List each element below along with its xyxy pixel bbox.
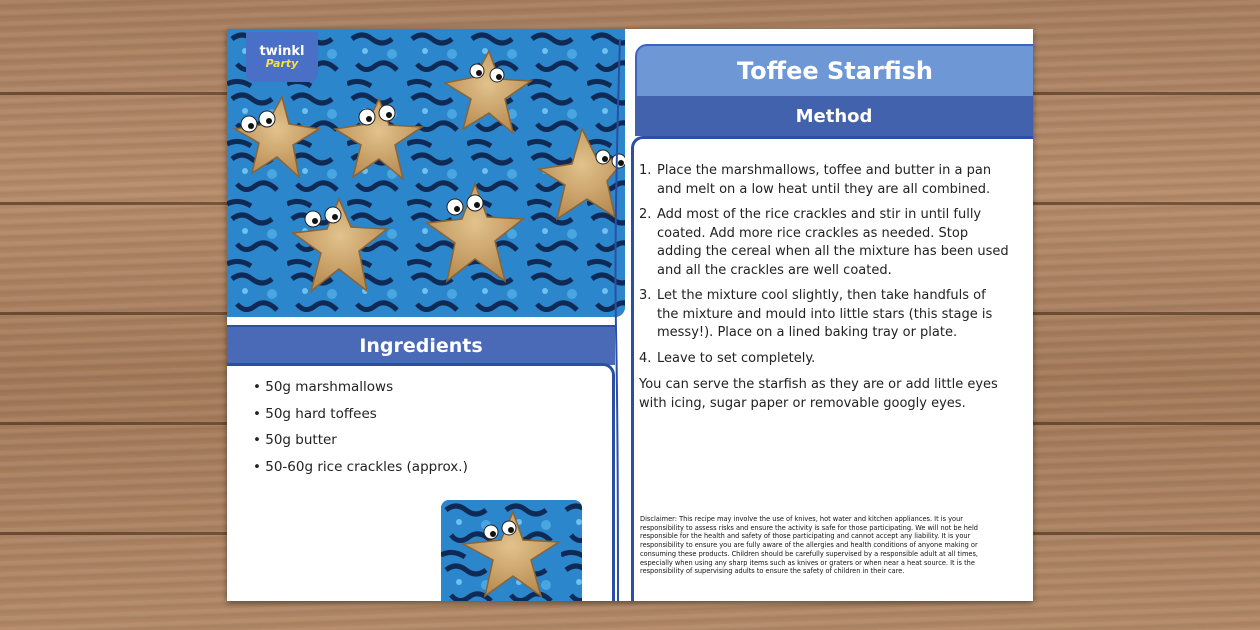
- serving-note: You can serve the starfish as they are or add little eyes with icing, sugar paper or removable googly eyes.: [639, 377, 998, 411]
- recipe-title: [635, 44, 1033, 96]
- list-item: [639, 206, 1009, 280]
- ingredients-heading: [227, 325, 615, 365]
- recipe-title-text: Toffee Starfish: [737, 57, 933, 85]
- step-text: Leave to set completely.: [657, 350, 816, 366]
- recipe-sheet: [227, 29, 1033, 601]
- page-divider: [612, 29, 622, 601]
- list-item: [639, 162, 1009, 199]
- step-number: 2.: [639, 207, 652, 222]
- step-number: 3.: [639, 288, 652, 303]
- disclaimer-text: Disclaimer: This recipe may involve the use of knives, hot water and kitchen appliances. It is your responsibility to assess risks and ensure the activity is safe for those participating. We will not be held responsible for the health and safety of those participating and cannot accept any liability. It is your responsibility to ensure you are fully aware of the allergies and health conditions of anyone making or consuming these products. Children should be carefully supervised by a responsible adult at all times, especially when using any sharp items such as knives or graters or when near a heat source. It is the responsibility of supervising adults to ensure the safety of children in their care.: [640, 515, 978, 576]
- ingredients-list: [253, 374, 468, 480]
- list-item: [639, 287, 1009, 343]
- list-item: • 50g marshmallows: [253, 379, 394, 395]
- method-heading-text: Method: [795, 105, 873, 127]
- logo-brand: twinkl: [259, 44, 305, 59]
- list-item: • 50g hard toffees: [253, 405, 377, 422]
- twinkl-party-logo: [246, 32, 318, 82]
- method-heading: [635, 96, 1033, 136]
- step-number: 4.: [639, 350, 652, 366]
- starfish-thumbnail: [441, 500, 582, 601]
- method-steps: [639, 162, 1009, 375]
- step-number: 1.: [639, 163, 652, 178]
- list-item: • 50-60g rice crackles (approx.): [253, 458, 468, 475]
- step-text: Place the marshmallows, toffee and butter in a pan and melt on a low heat until they are all combined.: [657, 163, 992, 197]
- step-text: Add most of the rice crackles and stir in until fully coated. Add more rice crackles as needed. Stop adding the cereal when all the mixture has been used and all the crackles are well coated.: [657, 207, 1009, 278]
- ingredients-heading-text: Ingredients: [359, 335, 483, 357]
- logo-sub: Party: [265, 57, 299, 70]
- list-item: • 50g butter: [253, 432, 337, 448]
- list-item: [639, 350, 1009, 369]
- step-text: Let the mixture cool slightly, then take handfuls of the mixture and mould into little stars (this stage is messy!). Place on a lined baking tray or plate.: [657, 288, 993, 340]
